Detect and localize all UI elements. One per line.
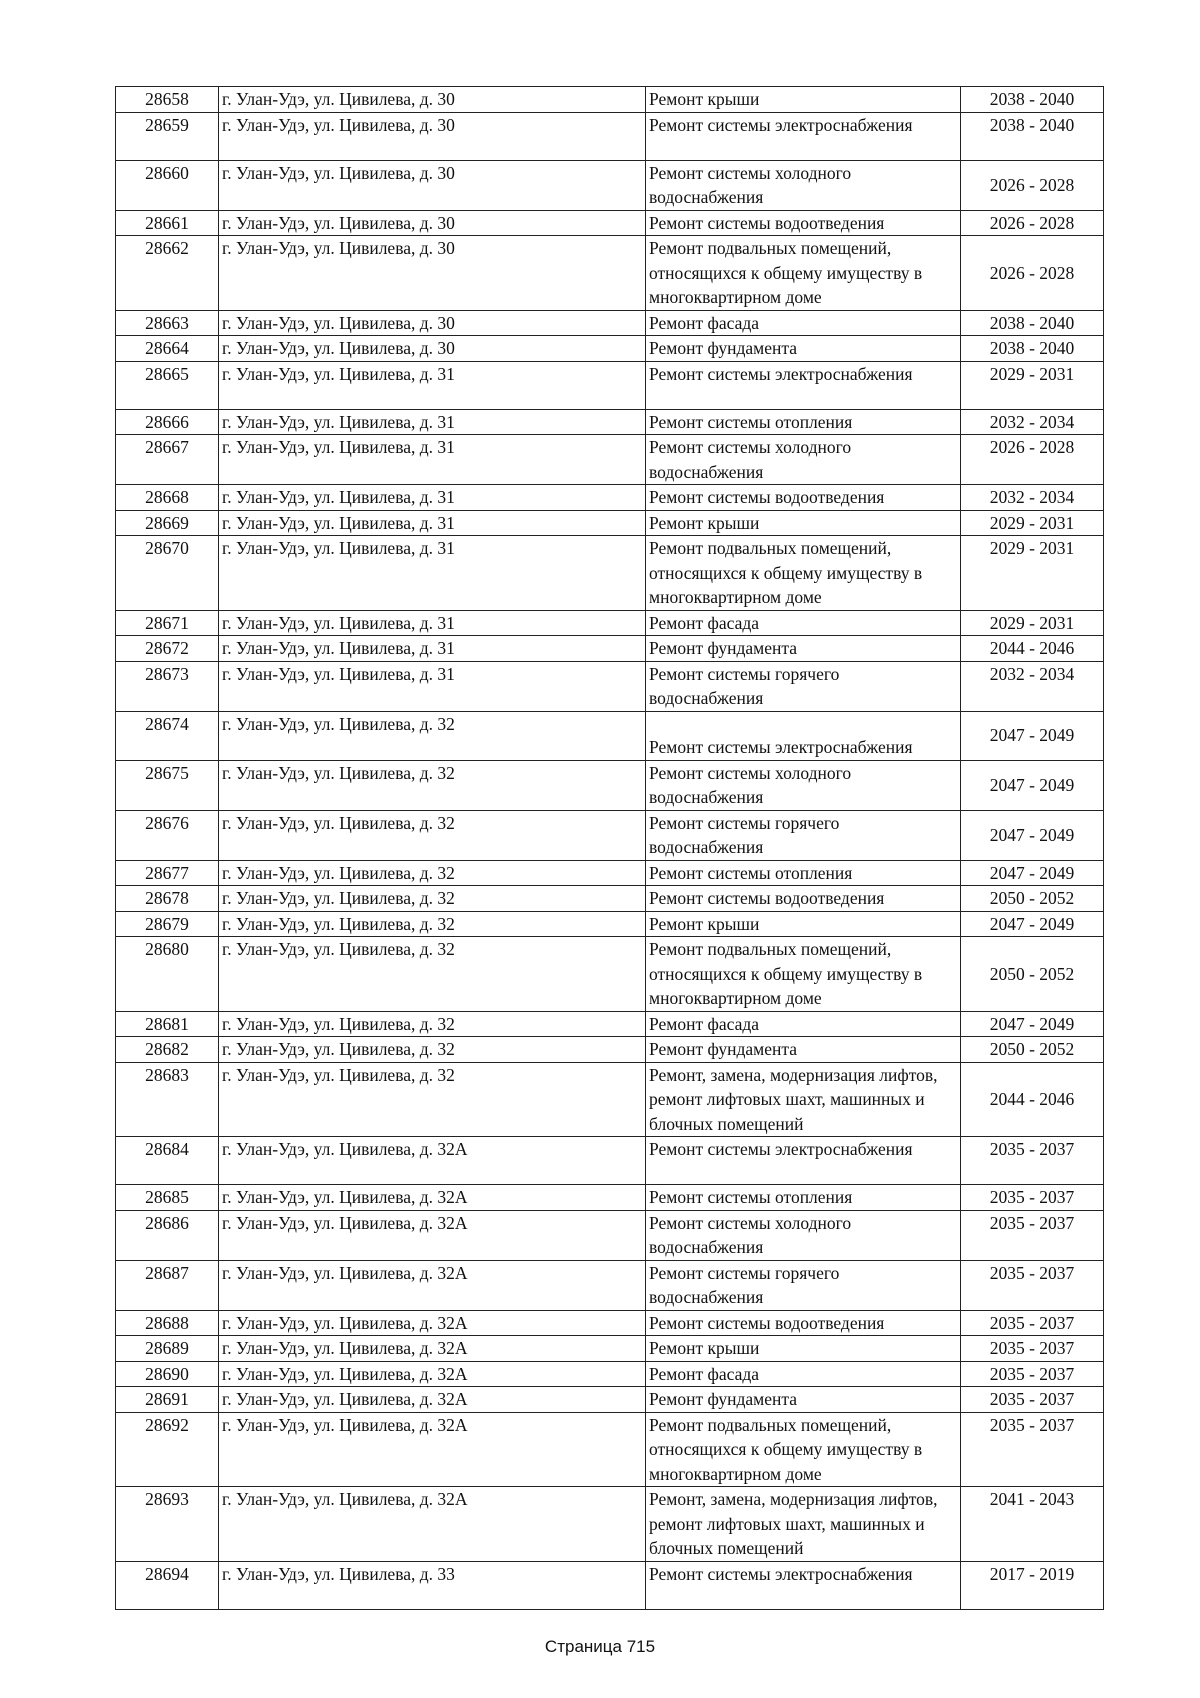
table-row <box>116 610 1104 636</box>
row-period: 2032 - 2034 <box>961 661 1104 711</box>
row-address: г. Улан-Удэ, ул. Цивилева, д. 32 <box>219 911 646 937</box>
row-number: 28660 <box>116 160 219 210</box>
table-row <box>116 1062 1104 1137</box>
row-period: 2029 - 2031 <box>961 361 1104 409</box>
table-row <box>116 711 1104 760</box>
row-work-type: Ремонт, замена, модернизация лифтов, ремонт лифтовых шахт, машинных и блочных помещений <box>646 1487 961 1562</box>
row-number: 28679 <box>116 911 219 937</box>
row-period: 2035 - 2037 <box>961 1336 1104 1362</box>
row-address: г. Улан-Удэ, ул. Цивилева, д. 31 <box>219 485 646 511</box>
table-row <box>116 435 1104 485</box>
row-period: 2029 - 2031 <box>961 536 1104 611</box>
row-address: г. Улан-Удэ, ул. Цивилева, д. 33 <box>219 1561 646 1609</box>
row-work-type: Ремонт крыши <box>646 87 961 113</box>
row-work-type: Ремонт подвальных помещений, относящихся к общему имуществу в многоквартирном доме <box>646 1412 961 1487</box>
row-work-type: Ремонт фасада <box>646 610 961 636</box>
table-row <box>116 336 1104 362</box>
row-work-type: Ремонт фундамента <box>646 336 961 362</box>
table-row <box>116 911 1104 937</box>
table-row <box>116 1361 1104 1387</box>
row-address: г. Улан-Удэ, ул. Цивилева, д. 32 <box>219 760 646 810</box>
row-work-type: Ремонт системы электроснабжения <box>646 711 961 760</box>
row-work-type: Ремонт подвальных помещений, относящихся к общему имуществу в многоквартирном доме <box>646 236 961 311</box>
row-work-type: Ремонт системы водоотведения <box>646 485 961 511</box>
row-number: 28669 <box>116 510 219 536</box>
table-row <box>116 1487 1104 1562</box>
row-number: 28682 <box>116 1037 219 1063</box>
row-work-type: Ремонт системы горячего водоснабжения <box>646 1260 961 1310</box>
row-number: 28673 <box>116 661 219 711</box>
row-work-type: Ремонт системы холодного водоснабжения <box>646 760 961 810</box>
row-address: г. Улан-Удэ, ул. Цивилева, д. 31 <box>219 636 646 662</box>
row-number: 28666 <box>116 409 219 435</box>
row-address: г. Улан-Удэ, ул. Цивилева, д. 32 <box>219 1062 646 1137</box>
row-number: 28694 <box>116 1561 219 1609</box>
row-address: г. Улан-Удэ, ул. Цивилева, д. 32 <box>219 1011 646 1037</box>
table-row <box>116 1137 1104 1185</box>
row-address: г. Улан-Удэ, ул. Цивилева, д. 32 <box>219 810 646 860</box>
row-address: г. Улан-Удэ, ул. Цивилева, д. 30 <box>219 336 646 362</box>
row-number: 28688 <box>116 1310 219 1336</box>
row-period: 2050 - 2052 <box>961 886 1104 912</box>
row-period: 2047 - 2049 <box>961 1011 1104 1037</box>
row-work-type: Ремонт системы холодного водоснабжения <box>646 1210 961 1260</box>
table-row <box>116 1412 1104 1487</box>
table-row <box>116 760 1104 810</box>
row-work-type: Ремонт фундамента <box>646 1387 961 1413</box>
table-row <box>116 510 1104 536</box>
row-period: 2032 - 2034 <box>961 485 1104 511</box>
table-row <box>116 536 1104 611</box>
row-work-type: Ремонт, замена, модернизация лифтов, ремонт лифтовых шахт, машинных и блочных помещений <box>646 1062 961 1137</box>
row-address: г. Улан-Удэ, ул. Цивилева, д. 31 <box>219 536 646 611</box>
row-period: 2035 - 2037 <box>961 1412 1104 1487</box>
row-period: 2035 - 2037 <box>961 1210 1104 1260</box>
row-period: 2026 - 2028 <box>961 236 1104 311</box>
row-number: 28674 <box>116 711 219 760</box>
row-work-type: Ремонт системы горячего водоснабжения <box>646 810 961 860</box>
row-period: 2047 - 2049 <box>961 711 1104 760</box>
row-address: г. Улан-Удэ, ул. Цивилева, д. 31 <box>219 409 646 435</box>
table-row <box>116 636 1104 662</box>
row-address: г. Улан-Удэ, ул. Цивилева, д. 30 <box>219 210 646 236</box>
row-number: 28685 <box>116 1185 219 1211</box>
row-number: 28661 <box>116 210 219 236</box>
row-number: 28668 <box>116 485 219 511</box>
table-row <box>116 810 1104 860</box>
row-work-type: Ремонт системы электроснабжения <box>646 361 961 409</box>
row-number: 28663 <box>116 310 219 336</box>
row-work-type: Ремонт системы отопления <box>646 860 961 886</box>
row-number: 28689 <box>116 1336 219 1362</box>
page-number: Страница 715 <box>544 1637 656 1656</box>
row-work-type: Ремонт системы водоотведения <box>646 210 961 236</box>
row-number: 28665 <box>116 361 219 409</box>
row-work-type: Ремонт системы электроснабжения <box>646 112 961 160</box>
row-period: 2038 - 2040 <box>961 336 1104 362</box>
row-work-type: Ремонт подвальных помещений, относящихся к общему имуществу в многоквартирном доме <box>646 937 961 1012</box>
row-work-type: Ремонт системы холодного водоснабжения <box>646 435 961 485</box>
table-row <box>116 310 1104 336</box>
row-work-type: Ремонт крыши <box>646 911 961 937</box>
table-row <box>116 860 1104 886</box>
row-work-type: Ремонт крыши <box>646 510 961 536</box>
row-work-type: Ремонт системы электроснабжения <box>646 1137 961 1185</box>
row-work-type: Ремонт фундамента <box>646 1037 961 1063</box>
row-period: 2047 - 2049 <box>961 911 1104 937</box>
row-number: 28662 <box>116 236 219 311</box>
row-period: 2044 - 2046 <box>961 636 1104 662</box>
row-period: 2047 - 2049 <box>961 760 1104 810</box>
row-number: 28692 <box>116 1412 219 1487</box>
row-address: г. Улан-Удэ, ул. Цивилева, д. 32 <box>219 937 646 1012</box>
table-row <box>116 160 1104 210</box>
row-work-type: Ремонт системы водоотведения <box>646 886 961 912</box>
row-period: 2038 - 2040 <box>961 87 1104 113</box>
row-work-type: Ремонт системы горячего водоснабжения <box>646 661 961 711</box>
row-period: 2029 - 2031 <box>961 510 1104 536</box>
row-address: г. Улан-Удэ, ул. Цивилева, д. 32А <box>219 1487 646 1562</box>
row-number: 28680 <box>116 937 219 1012</box>
row-work-type: Ремонт фасада <box>646 1361 961 1387</box>
repair-schedule-table <box>115 86 1104 1610</box>
row-period: 2050 - 2052 <box>961 937 1104 1012</box>
row-address: г. Улан-Удэ, ул. Цивилева, д. 30 <box>219 87 646 113</box>
table-row <box>116 409 1104 435</box>
row-number: 28676 <box>116 810 219 860</box>
row-number: 28691 <box>116 1387 219 1413</box>
row-address: г. Улан-Удэ, ул. Цивилева, д. 32А <box>219 1260 646 1310</box>
row-address: г. Улан-Удэ, ул. Цивилева, д. 30 <box>219 160 646 210</box>
table-row <box>116 485 1104 511</box>
row-address: г. Улан-Удэ, ул. Цивилева, д. 31 <box>219 510 646 536</box>
row-address: г. Улан-Удэ, ул. Цивилева, д. 32А <box>219 1387 646 1413</box>
row-address: г. Улан-Удэ, ул. Цивилева, д. 32 <box>219 1037 646 1063</box>
table-row <box>116 886 1104 912</box>
row-address: г. Улан-Удэ, ул. Цивилева, д. 30 <box>219 112 646 160</box>
row-number: 28690 <box>116 1361 219 1387</box>
table-row <box>116 1260 1104 1310</box>
row-period: 2038 - 2040 <box>961 112 1104 160</box>
row-number: 28664 <box>116 336 219 362</box>
row-period: 2035 - 2037 <box>961 1387 1104 1413</box>
row-number: 28672 <box>116 636 219 662</box>
table-row <box>116 1336 1104 1362</box>
row-number: 28658 <box>116 87 219 113</box>
row-address: г. Улан-Удэ, ул. Цивилева, д. 32А <box>219 1336 646 1362</box>
row-period: 2041 - 2043 <box>961 1487 1104 1562</box>
table-row <box>116 1387 1104 1413</box>
row-work-type: Ремонт фасада <box>646 1011 961 1037</box>
row-work-type: Ремонт системы отопления <box>646 1185 961 1211</box>
row-address: г. Улан-Удэ, ул. Цивилева, д. 30 <box>219 310 646 336</box>
row-address: г. Улан-Удэ, ул. Цивилева, д. 32А <box>219 1185 646 1211</box>
row-number: 28686 <box>116 1210 219 1260</box>
row-number: 28677 <box>116 860 219 886</box>
row-period: 2035 - 2037 <box>961 1310 1104 1336</box>
row-address: г. Улан-Удэ, ул. Цивилева, д. 32А <box>219 1210 646 1260</box>
row-number: 28693 <box>116 1487 219 1562</box>
row-period: 2017 - 2019 <box>961 1561 1104 1609</box>
row-period: 2026 - 2028 <box>961 160 1104 210</box>
row-address: г. Улан-Удэ, ул. Цивилева, д. 32 <box>219 711 646 760</box>
row-period: 2035 - 2037 <box>961 1361 1104 1387</box>
row-period: 2026 - 2028 <box>961 210 1104 236</box>
row-number: 28659 <box>116 112 219 160</box>
row-period: 2032 - 2034 <box>961 409 1104 435</box>
row-period: 2044 - 2046 <box>961 1062 1104 1137</box>
table-body <box>116 87 1104 1610</box>
row-work-type: Ремонт фундамента <box>646 636 961 662</box>
row-number: 28667 <box>116 435 219 485</box>
row-address: г. Улан-Удэ, ул. Цивилева, д. 32А <box>219 1361 646 1387</box>
table-row <box>116 210 1104 236</box>
row-work-type: Ремонт крыши <box>646 1336 961 1362</box>
table-row <box>116 937 1104 1012</box>
row-address: г. Улан-Удэ, ул. Цивилева, д. 31 <box>219 610 646 636</box>
row-period: 2035 - 2037 <box>961 1137 1104 1185</box>
row-number: 28687 <box>116 1260 219 1310</box>
row-period: 2047 - 2049 <box>961 860 1104 886</box>
row-address: г. Улан-Удэ, ул. Цивилева, д. 32 <box>219 860 646 886</box>
row-period: 2047 - 2049 <box>961 810 1104 860</box>
table-row <box>116 236 1104 311</box>
row-number: 28678 <box>116 886 219 912</box>
table-row <box>116 112 1104 160</box>
row-period: 2050 - 2052 <box>961 1037 1104 1063</box>
row-address: г. Улан-Удэ, ул. Цивилева, д. 32А <box>219 1412 646 1487</box>
row-period: 2035 - 2037 <box>961 1260 1104 1310</box>
row-work-type: Ремонт системы водоотведения <box>646 1310 961 1336</box>
row-period: 2038 - 2040 <box>961 310 1104 336</box>
row-work-type: Ремонт системы отопления <box>646 409 961 435</box>
row-number: 28681 <box>116 1011 219 1037</box>
row-period: 2026 - 2028 <box>961 435 1104 485</box>
table-row <box>116 1011 1104 1037</box>
row-period: 2029 - 2031 <box>961 610 1104 636</box>
table-row <box>116 1037 1104 1063</box>
row-work-type: Ремонт системы электроснабжения <box>646 1561 961 1609</box>
table-row <box>116 1310 1104 1336</box>
row-address: г. Улан-Удэ, ул. Цивилева, д. 32 <box>219 886 646 912</box>
row-address: г. Улан-Удэ, ул. Цивилева, д. 30 <box>219 236 646 311</box>
row-address: г. Улан-Удэ, ул. Цивилева, д. 31 <box>219 361 646 409</box>
row-work-type: Ремонт фасада <box>646 310 961 336</box>
table-row <box>116 1210 1104 1260</box>
table-row <box>116 87 1104 113</box>
row-address: г. Улан-Удэ, ул. Цивилева, д. 32А <box>219 1137 646 1185</box>
row-number: 28670 <box>116 536 219 611</box>
table-row <box>116 1561 1104 1609</box>
row-number: 28671 <box>116 610 219 636</box>
row-address: г. Улан-Удэ, ул. Цивилева, д. 31 <box>219 661 646 711</box>
row-period: 2035 - 2037 <box>961 1185 1104 1211</box>
row-work-type: Ремонт системы холодного водоснабжения <box>646 160 961 210</box>
table-row <box>116 361 1104 409</box>
row-address: г. Улан-Удэ, ул. Цивилева, д. 31 <box>219 435 646 485</box>
table-row <box>116 1185 1104 1211</box>
row-address: г. Улан-Удэ, ул. Цивилева, д. 32А <box>219 1310 646 1336</box>
row-work-type: Ремонт подвальных помещений, относящихся к общему имуществу в многоквартирном доме <box>646 536 961 611</box>
row-number: 28675 <box>116 760 219 810</box>
row-number: 28683 <box>116 1062 219 1137</box>
table-row <box>116 661 1104 711</box>
row-number: 28684 <box>116 1137 219 1185</box>
